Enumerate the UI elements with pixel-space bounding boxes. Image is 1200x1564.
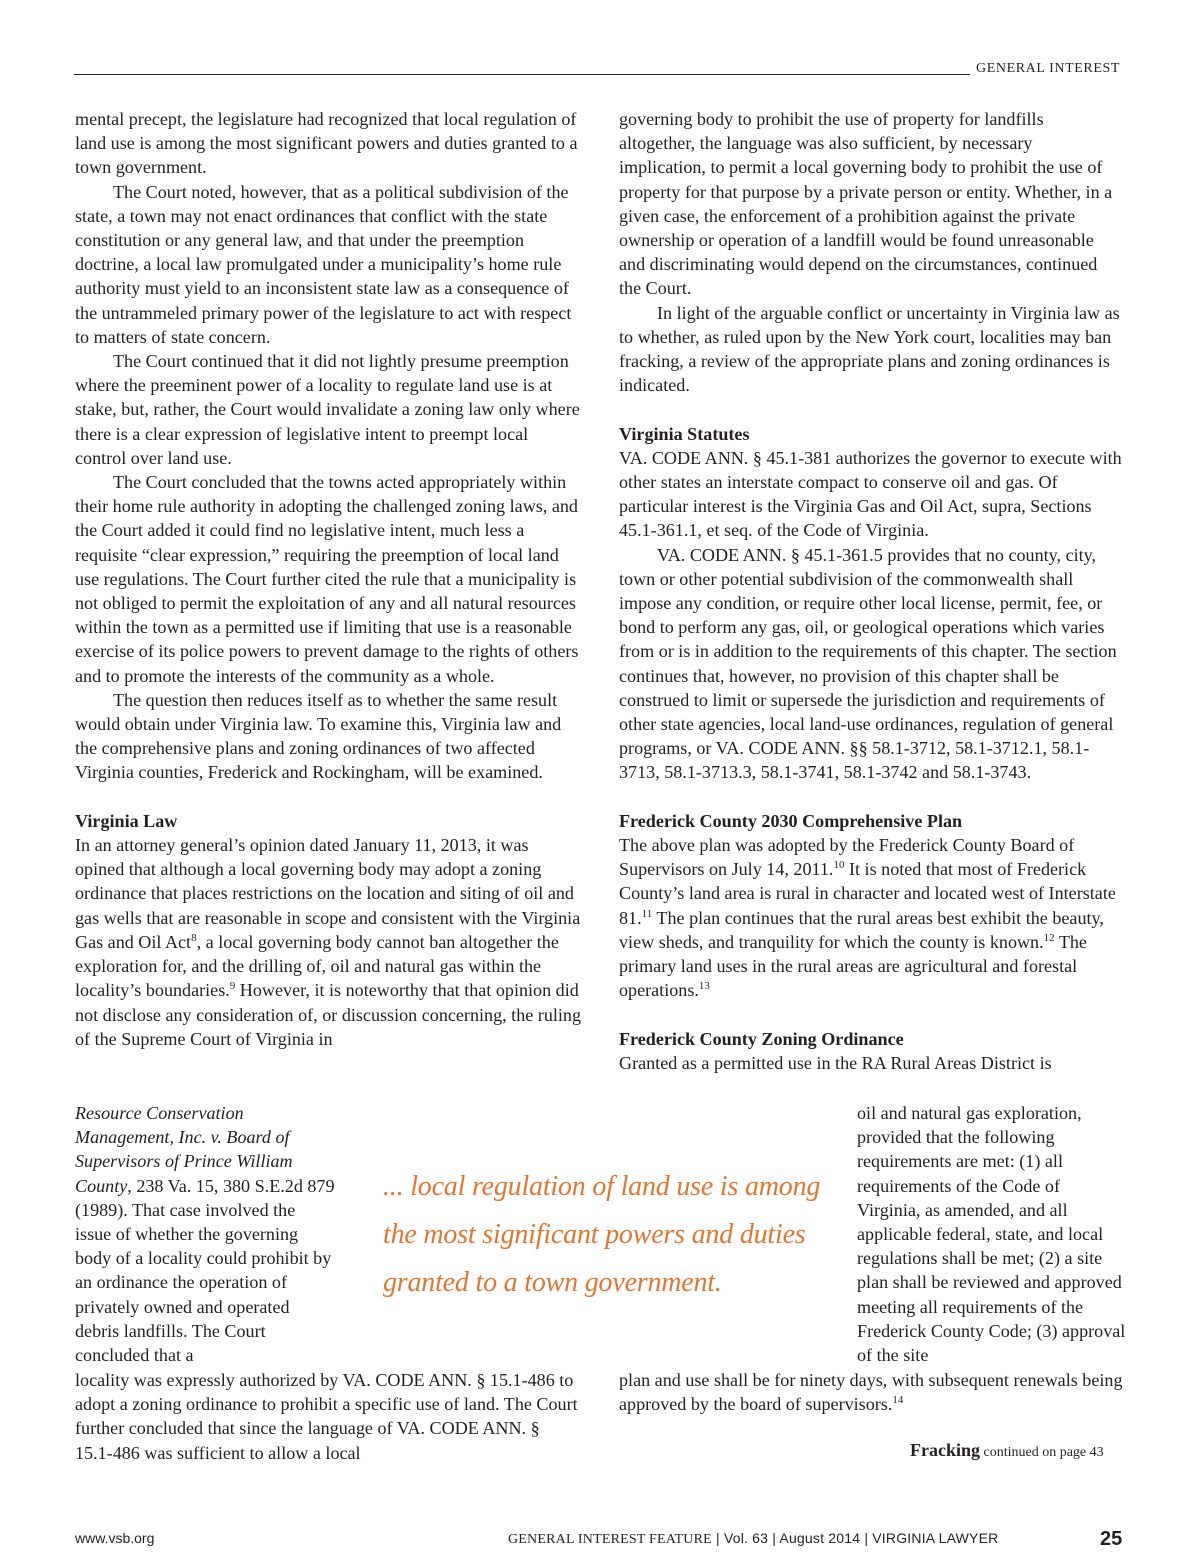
right-bottom-text: plan and use shall be for ninety days, with subsequent renewals being approved by the board of supervisors.$^{14}$ xyxy=(619,1370,1123,1415)
paragraph: VA. CODE ANN. § 45.1-361.5 provides that no county, city, town or other potential subdivision of the commonwealth shall impose any condition, or require other local license, permit, fee, or bond to perform any gas, oil, or geological operations which varies from or is in addition to the requirements of this chapter. The section continues that, however, no provision of this chapter shall be construed to limit or supersede the jurisdiction and requirements of other state agencies, local land-use ordinances, regulation of general programs, or VA. CODE ANN. §§ 58.1-3712, 58.1-3712.1, 58.1-3713, 58.1-3713.3, 58.1-3741, 58.1-3742 and 58.1-3743. xyxy=(619,544,1117,783)
pull-quote-line: granted to a town government. xyxy=(383,1267,722,1298)
pull-quote xyxy=(383,1163,853,1307)
section-label: GENERAL INTEREST xyxy=(976,61,1121,76)
continued-word: Fracking xyxy=(910,1440,980,1460)
paragraph: mental precept, the legislature had recognized that local regulation of land use is among the most significant powers and duties granted to a town government. xyxy=(75,109,578,178)
paragraph: The question then reduces itself as to whether the same result would obtain under Virginia law. To examine this, Virginia law and the comprehensive plans and zoning ordinances of two affected Virginia counties, Frederick and Rockingham, will be examined. xyxy=(75,689,562,783)
paragraph: VA. CODE ANN. § 45.1-381 authorizes the governor to execute with other states an interstate compact to conserve oil and gas. Of particular interest is the Virginia Gas and Oil Act, supra, Sections 45.1-361.1, et seq. of the Code of Virginia. xyxy=(619,447,1122,541)
paragraph: Granted as a permitted use in the RA Rural Areas District is xyxy=(619,1052,1052,1073)
right-column xyxy=(619,107,1123,1075)
footnote-ref: 10 xyxy=(833,859,845,872)
footnote-ref: 14 xyxy=(892,1394,904,1407)
left-wrap-text: Resource Conservation Management, Inc. v. Board of Supervisors of Prince William County, 238 Va. 15, 380 S.E.2d 879 (1989). That case involved the issue of whether the governing body of a locality could prohibit by an ordinance the operation of privately owned and operated debris landfills. The Court concluded that a xyxy=(75,1103,335,1366)
footnote-ref: 11 xyxy=(641,907,653,920)
pull-quote-line: the most significant powers and duties xyxy=(383,1219,806,1250)
paragraph: governing body to prohibit the use of property for landfills altogether, the language was also sufficient, by necessary implication, to permit a local governing body to prohibit the use of property for that purpose by a private person or entity. Whether, in a given case, the enforcement of a prohibition against the private ownership or operation of a landfill would be found unreasonable and discriminating would depend on the circumstances, continued the Court. xyxy=(619,109,1113,299)
heading-virginia-statutes: Virginia Statutes xyxy=(619,423,750,444)
case-name: Resource Conservation Management, Inc. v. Board of Supervisors of Prince William County xyxy=(75,1103,293,1196)
left-column xyxy=(75,107,581,1051)
heading-zoning-ordinance: Frederick County Zoning Ordinance xyxy=(619,1028,904,1049)
paragraph: In an attorney general’s opinion dated January 11, 2013, it was opined that although a local governing body may adopt a zoning ordinance that places restrictions on the location and siting of oil and gas wells that are reasonable in scope and consistent with the Virginia Gas and Oil Act$^8$, a local governing body cannot ban altogether the exploration for, and the drilling of, oil and natural gas within the locality’s boundaries.$^9$ However, it is noteworthy that that opinion did not disclose any consideration of, or discussion concerning, the ruling of the Supreme Court of Virginia in xyxy=(75,835,582,1049)
footer-url[interactable]: www.vsb.org xyxy=(75,1530,155,1546)
footnote-ref: 13 xyxy=(698,980,710,993)
pull-quote-line: ... local regulation of land use is among xyxy=(383,1171,821,1202)
footnote-ref: 9 xyxy=(229,980,236,993)
footnote-ref: 12 xyxy=(1043,931,1055,944)
header-rule xyxy=(74,74,970,75)
paragraph: The Court concluded that the towns acted appropriately within their home rule authority in adopting the challenged zoning laws, and the Court added it could find no legislative intent, much less a requisite “clear expression,” requiring the preemption of local land use regulations. The Court further cited the rule that a municipality is not obliged to permit the exploitation of any and all natural resources within the town as a permitted use if limiting that use is a reasonable exercise of its police powers to prevent damage to the rights of others and to promote the interests of the community as a whole. xyxy=(75,472,579,686)
right-wrap-text: oil and natural gas exploration, provided that the following requirements are met: (1) all requirements of the Code of Virginia, as amended, and all applicable federal, state, and local regulations shall be met; (2) a site plan shall be reviewed and approved meeting all requirements of the Frederick County Code; (3) approval of the site xyxy=(857,1103,1126,1366)
left-bottom-text: locality was expressly authorized by VA. CODE ANN. § 15.1-486 to adopt a zoning ordinance to prohibit a specific use of land. The Court further concluded that since the language of VA. CODE ANN. § 15.1-486 was sufficient to allow a local xyxy=(75,1370,578,1463)
continued-note: Fracking continued on page 43 xyxy=(910,1440,1104,1460)
heading-virginia-law: Virginia Law xyxy=(75,810,178,831)
paragraph: The above plan was adopted by the Frederick County Board of Supervisors on July 14, 2011.10 It is noted that most of Frederick County’s land area is rural in character and located west of Interstate 81.11 The plan continues that the rural areas best exhibit the beauty, view sheds, and tranquility for which the county is known.$^{12}$ The primary land uses in the rural areas are agricultural and forestal operations.$^{13}$ xyxy=(619,835,1116,1001)
heading-comprehensive-plan: Frederick County 2030 Comprehensive Plan xyxy=(619,810,963,831)
paragraph: The Court continued that it did not lightly presume preemption where the preeminent power of a locality to regulate land use is at stake, but, rather, the Court would invalidate a zoning law only where there is a clear expression of legislative intent to preempt local control over land use. xyxy=(75,351,580,468)
paragraph: In light of the arguable conflict or uncertainty in Virginia law as to whether, as ruled upon by the New York court, localities may ban fracking, a review of the appropriate plans and zoning ordinances is indicated. xyxy=(619,302,1120,396)
paragraph: The Court noted, however, that as a political subdivision of the state, a town may not enact ordinances that conflict with the state constitution or any general law, and that under the preemption doctrine, a local law promulgated under a municipality’s home rule authority must yield to an inconsistent state law as a consequence of the untrammeled primary power of the legislature to act with respect to matters of state concern. xyxy=(75,181,572,347)
footer-publication-info: GENERAL INTEREST FEATURE | Vol. 63 | August 2014 | VIRGINIA LAWYER xyxy=(508,1530,999,1547)
footnote-ref: 8 xyxy=(191,931,197,944)
page-number: 25 xyxy=(1100,1528,1123,1550)
